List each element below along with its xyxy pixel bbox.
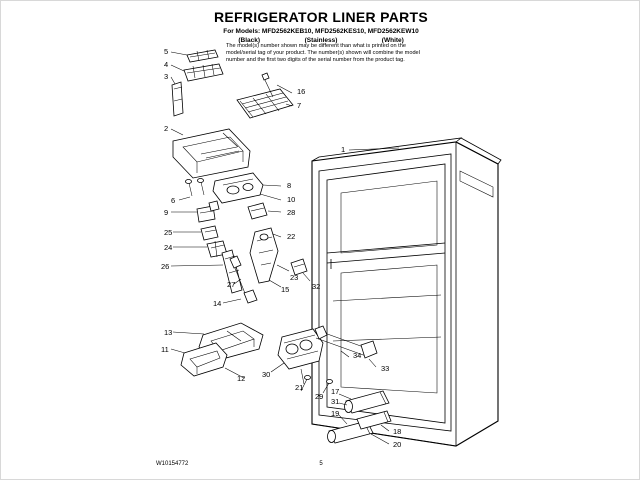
callout-20: 20 xyxy=(393,440,402,449)
callout-9: 9 xyxy=(164,208,169,217)
callout-32: 32 xyxy=(312,282,321,291)
footer-document-code: W10154772 xyxy=(156,461,189,467)
finish-black: (Black) xyxy=(238,37,261,44)
callout-10: 10 xyxy=(287,195,296,204)
callout-27: 27 xyxy=(227,280,236,289)
part-5 xyxy=(187,50,218,62)
callout-34: 34 xyxy=(353,351,362,360)
part-22 xyxy=(250,228,278,283)
callout-21: 21 xyxy=(295,383,304,392)
callout-4: 4 xyxy=(164,60,169,69)
callout-23: 23 xyxy=(290,273,299,282)
part-8 xyxy=(213,173,263,203)
part-30 xyxy=(278,329,323,369)
callout-18: 18 xyxy=(393,427,402,436)
callout-33: 33 xyxy=(381,364,390,373)
callout-7: 7 xyxy=(297,101,302,110)
callout-1: 1 xyxy=(341,145,346,154)
callout-26: 26 xyxy=(161,262,170,271)
refrigerator-liner-diagram xyxy=(1,1,640,481)
callout-12: 12 xyxy=(237,374,246,383)
callout-5: 5 xyxy=(164,47,169,56)
finish-stainless: (Stainless) xyxy=(304,37,338,44)
part-17-cylinder xyxy=(345,391,390,413)
part-34 xyxy=(315,326,377,358)
model-note: The model(s) number shown may be different than what is printed on the model/serial tag of your product. The number(s) shown will combine the model number and the first two digits of the serial number from the product tag. xyxy=(226,43,420,64)
models-line: For Models: MFD2562KEB10, MFD2562KES10, MFD2562KEW10 xyxy=(223,28,419,35)
callout-24: 24 xyxy=(164,243,173,252)
callout-28: 28 xyxy=(287,208,296,217)
page-title: REFRIGERATOR LINER PARTS xyxy=(213,9,429,25)
footer-page-number: 5 xyxy=(319,461,323,467)
callout-31: 31 xyxy=(331,397,340,406)
part-2 xyxy=(173,129,250,178)
callout-15: 15 xyxy=(281,285,290,294)
part-9 xyxy=(197,201,219,222)
callout-3: 3 xyxy=(164,72,169,81)
part-11 xyxy=(181,343,227,376)
callout-14: 14 xyxy=(213,299,222,308)
callout-6: 6 xyxy=(171,196,176,205)
cabinet-body xyxy=(312,138,501,446)
callout-2: 2 xyxy=(164,124,169,133)
part-7-grille xyxy=(237,89,293,118)
callout-30: 30 xyxy=(262,370,271,379)
callout-29: 29 xyxy=(315,392,324,401)
callout-17: 17 xyxy=(331,387,340,396)
callout-8: 8 xyxy=(287,181,292,190)
part-28 xyxy=(248,203,267,219)
callout-11: 11 xyxy=(161,345,169,354)
callout-19: 19 xyxy=(331,409,340,418)
finish-white: (White) xyxy=(381,37,404,44)
part-6-screws xyxy=(186,179,205,197)
callout-13: 13 xyxy=(164,328,173,337)
part-3 xyxy=(172,82,183,116)
callout-22: 22 xyxy=(287,232,296,241)
callout-25: 25 xyxy=(164,228,173,237)
callout-16: 16 xyxy=(297,87,306,96)
part-4 xyxy=(184,64,223,81)
part-25 xyxy=(201,226,218,240)
